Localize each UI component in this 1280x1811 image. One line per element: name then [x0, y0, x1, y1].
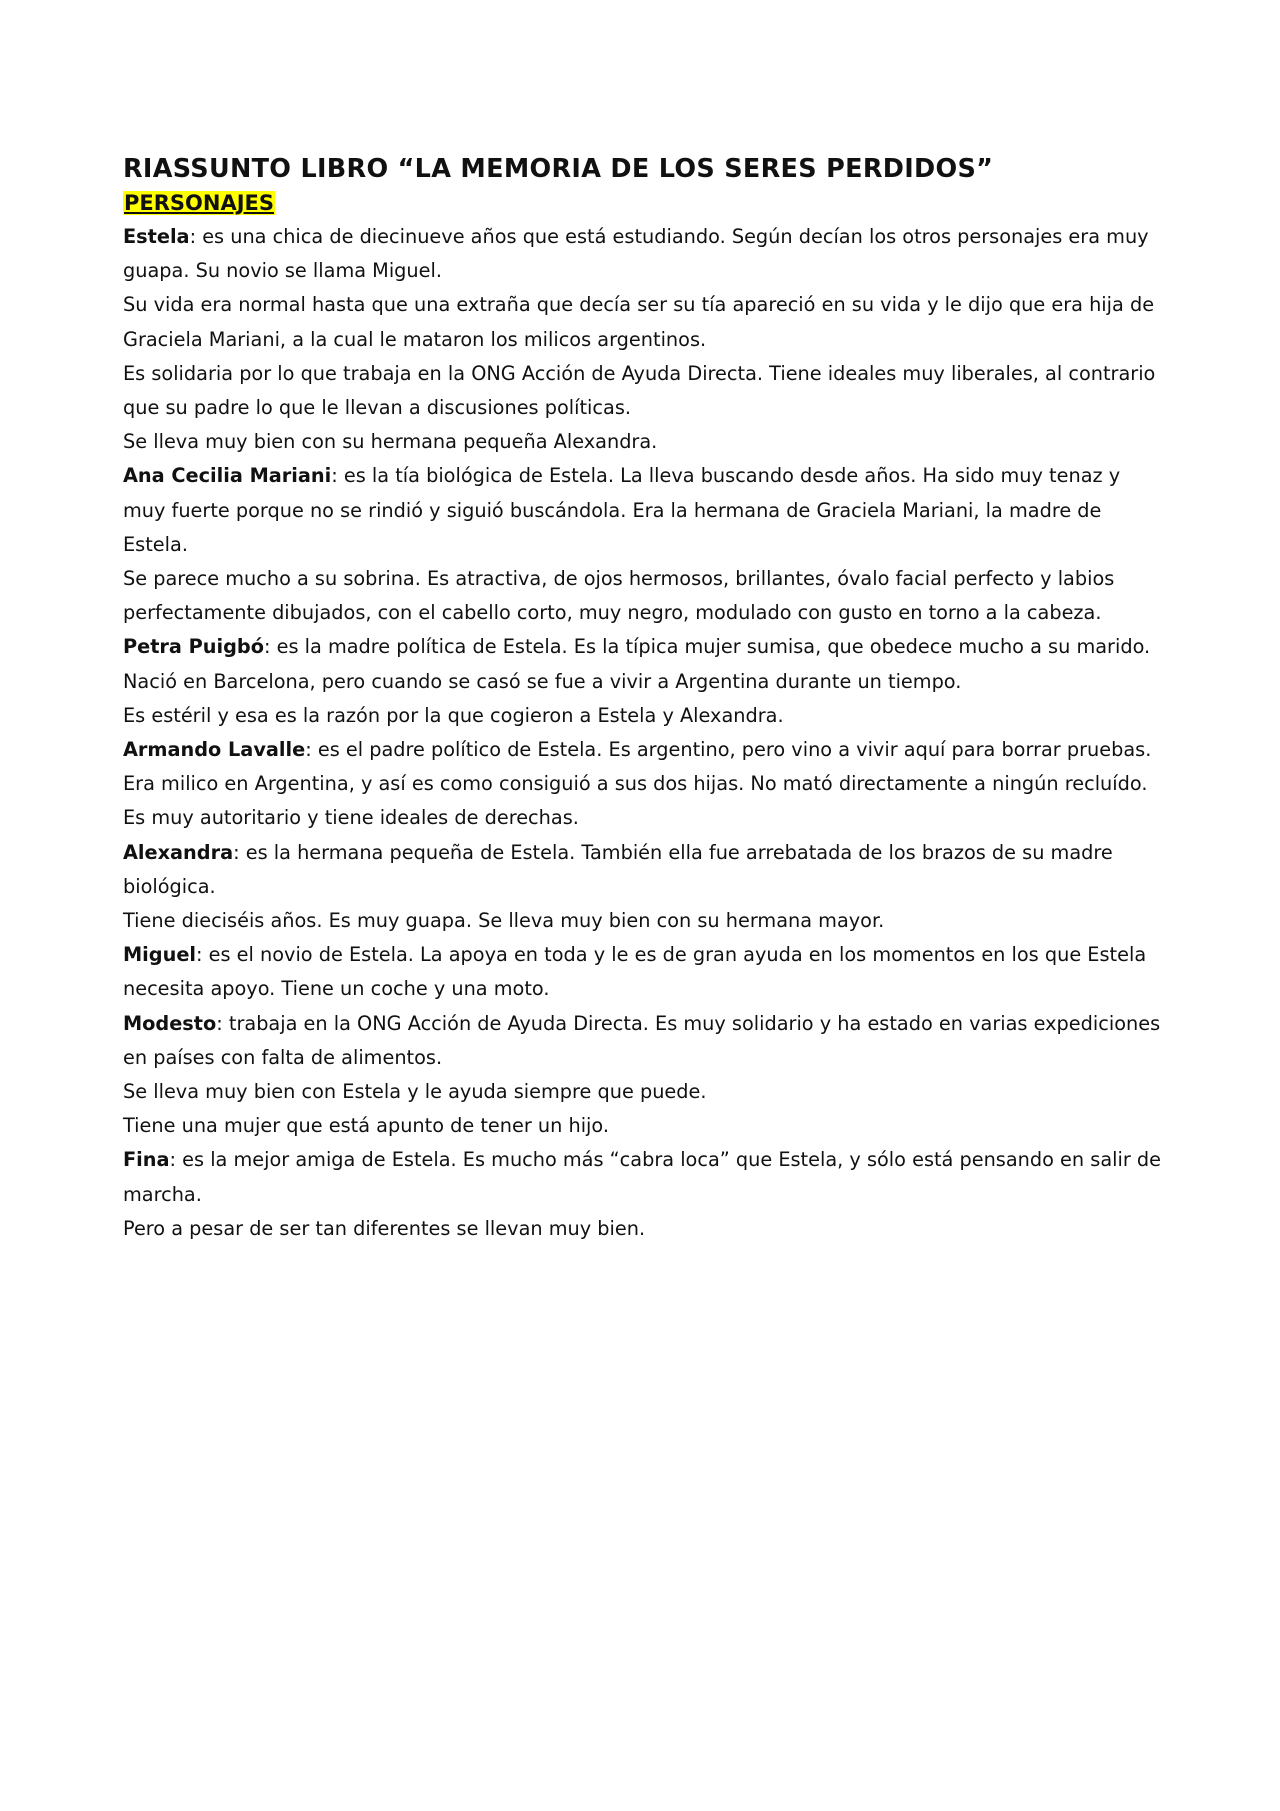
character-entry: [123, 220, 1163, 288]
character-entry: [123, 459, 1163, 562]
paragraph-text: Tiene dieciséis años. Es muy guapa. Se lleva muy bien con su hermana mayor.: [123, 909, 885, 933]
section-heading: [123, 186, 1163, 220]
character-name: Fina: [123, 1148, 170, 1172]
paragraph-text: : es la mejor amiga de Estela. Es mucho más “cabra loca” que Estela, y sólo está pensando en salir de marcha.: [123, 1148, 1161, 1206]
body-paragraph: [123, 288, 1163, 356]
character-entry: [123, 836, 1163, 904]
character-entry: [123, 733, 1163, 801]
body-paragraph: [123, 1109, 1163, 1143]
paragraph-text: Se parece mucho a su sobrina. Es atractiva, de ojos hermosos, brillantes, óvalo facial perfecto y labios perfectamente dibujados, con el cabello corto, muy negro, modulado con gusto en torno a la cabeza.: [123, 567, 1115, 625]
paragraph-text: Tiene una mujer que está apunto de tener un hijo.: [123, 1114, 610, 1138]
paragraph-text: : es el novio de Estela. La apoya en toda y le es de gran ayuda en los momentos en los que Estela necesita apoyo. Tiene un coche y una moto.: [123, 943, 1147, 1001]
body-paragraph: [123, 562, 1163, 630]
paragraph-text: Se lleva muy bien con su hermana pequeña Alexandra.: [123, 430, 658, 454]
paragraph-text: : es la hermana pequeña de Estela. También ella fue arrebatada de los brazos de su madre biológica.: [123, 840, 1113, 898]
paragraph-text: Nació en Barcelona, pero cuando se casó se fue a vivir a Argentina durante un tiempo.: [123, 669, 962, 693]
body-paragraph: [123, 699, 1163, 733]
paragraph-text: Es estéril y esa es la razón por la que cogieron a Estela y Alexandra.: [123, 703, 784, 727]
document-title: RIASSUNTO LIBRO “LA MEMORIA DE LOS SERES PERDIDOS”: [123, 154, 994, 184]
character-descriptions: [123, 220, 1163, 1246]
paragraph-text: Es muy autoritario y tiene ideales de derechas.: [123, 806, 579, 830]
paragraph-text: : trabaja en la ONG Acción de Ayuda Directa. Es muy solidario y ha estado en varias expediciones en países con falta de alimentos.: [123, 1011, 1161, 1069]
body-paragraph: [123, 357, 1163, 425]
body-paragraph: [123, 1075, 1163, 1109]
body-paragraph: [123, 425, 1163, 459]
paragraph-text: Su vida era normal hasta que una extraña que decía ser su tía apareció en su vida y le dijo que era hija de Graciela Mariani, a la cual le mataron los milicos argentinos.: [123, 293, 1155, 351]
section-heading-highlighted-text: PERSONAJES: [124, 191, 274, 215]
character-name: Estela: [123, 225, 190, 248]
character-name: Miguel: [123, 943, 197, 967]
body-paragraph: [123, 904, 1163, 938]
document-body: [123, 152, 1163, 1246]
paragraph-text: : es la tía biológica de Estela. La lleva buscando desde años. Ha sido muy tenaz y muy fuerte porque no se rindió y siguió buscándola. Era la hermana de Graciela Mariani, la madre de Estela.: [123, 464, 1121, 556]
body-paragraph: [123, 1212, 1163, 1246]
body-paragraph: [123, 665, 1163, 699]
body-paragraph: [123, 801, 1163, 835]
paragraph-text: Pero a pesar de ser tan diferentes se llevan muy bien.: [123, 1216, 646, 1240]
paragraph-text: Es solidaria por lo que trabaja en la ONG Acción de Ayuda Directa. Tiene ideales muy liberales, al contrario que su padre lo que le llevan a discusiones políticas.: [123, 361, 1156, 420]
character-name: Modesto: [123, 1011, 217, 1035]
character-entry: [123, 1007, 1163, 1075]
paragraph-text: : es la madre política de Estela. Es la típica mujer sumisa, que obedece mucho a su marido.: [263, 635, 1151, 659]
character-name: Armando Lavalle: [123, 738, 306, 762]
character-name: Ana Cecilia Mariani: [123, 464, 332, 488]
character-name: Petra Puigbó: [123, 635, 264, 659]
paragraph-text: Se lleva muy bien con Estela y le ayuda siempre que puede.: [123, 1080, 707, 1104]
character-entry: [123, 938, 1163, 1006]
character-entry: [123, 1143, 1163, 1211]
paragraph-text: : es una chica de diecinueve años que está estudiando. Según decían los otros personajes era muy guapa. Su novio se llama Miguel.: [123, 225, 1149, 283]
character-entry: [123, 630, 1163, 664]
character-name: Alexandra: [123, 840, 234, 864]
paragraph-text: : es el padre político de Estela. Es argentino, pero vino a vivir aquí para borrar pruebas. Era milico en Argentina, y así es como consiguió a sus dos hijas. No mató directamente a ningún recluído.: [123, 738, 1152, 796]
